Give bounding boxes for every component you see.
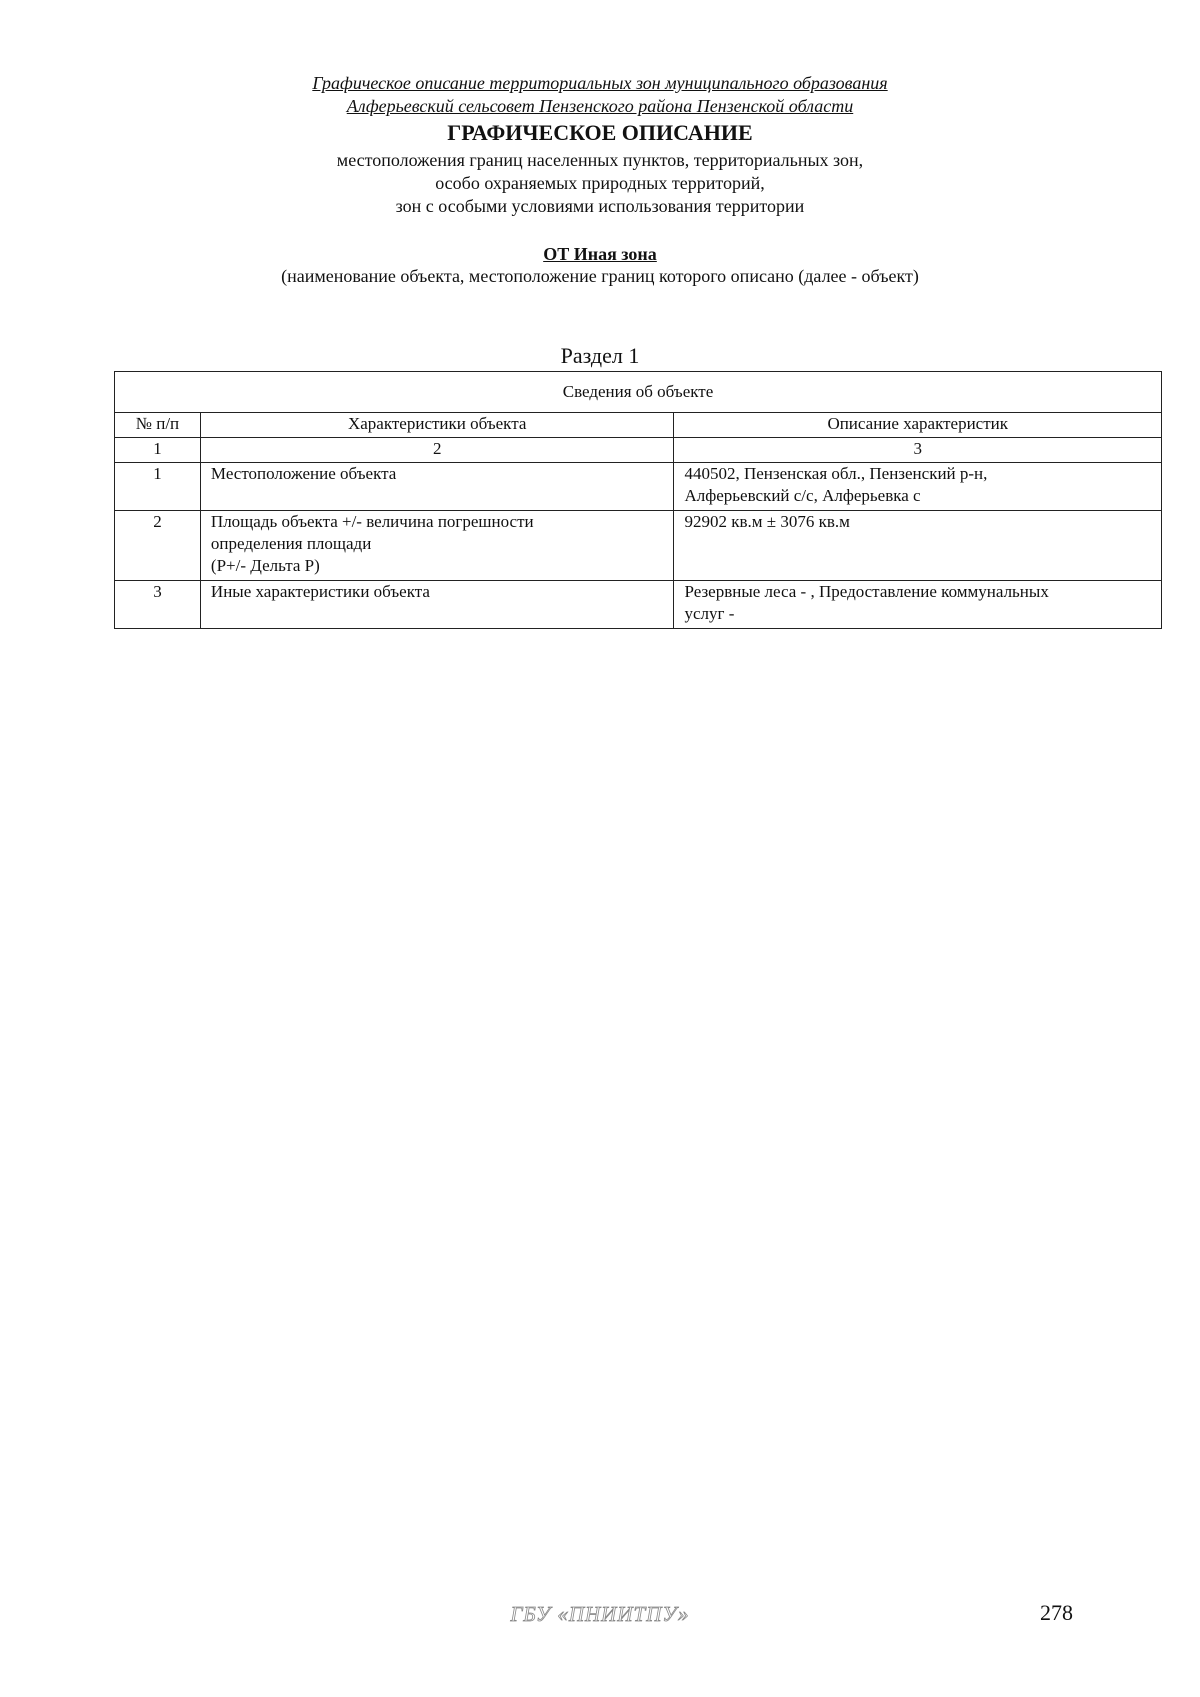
subtitle-line-1: местоположения границ населенных пунктов, территориальных зон, — [336, 150, 864, 170]
document-header-line-1: Графическое описание территориальных зон муниципального образования — [312, 73, 888, 93]
page-number: 278 — [1040, 1600, 1073, 1625]
section-title: Раздел 1 — [560, 343, 640, 368]
object-info-table — [114, 371, 1162, 629]
description-line: Алферьевский с/с, Алферьевка с — [684, 486, 921, 505]
object-name: ОТ Иная зона — [543, 244, 657, 264]
footer-organization: ГБУ «ПНИИТПУ» — [510, 1602, 690, 1626]
description-line: 92902 кв.м ± 3076 кв.м — [684, 512, 850, 531]
object-caption: (наименование объекта, местоположение границ которого описано (далее - объект) — [281, 266, 919, 286]
characteristic-line: Площадь объекта +/- величина погрешности — [210, 512, 534, 531]
table-caption-row — [115, 372, 1162, 413]
header-description: Описание характеристик — [674, 413, 1162, 438]
table-row — [115, 463, 1162, 511]
characteristic-line: (P+/- Дельта P) — [210, 556, 320, 575]
row-characteristic — [200, 511, 674, 581]
description-line: Резервные леса - , Предоставление коммунальных — [684, 582, 1049, 601]
row-number: 1 — [115, 463, 201, 511]
subtitle-line-2: особо охраняемых природных территорий, — [435, 173, 765, 193]
characteristic-line: определения площади — [210, 534, 372, 553]
row-number: 3 — [115, 581, 201, 629]
row-characteristic — [200, 581, 674, 629]
column-number-3: 3 — [674, 438, 1162, 463]
column-number-1: 1 — [115, 438, 201, 463]
table-row — [115, 511, 1162, 581]
subtitle-line-3: зон с особыми условиями использования территории — [395, 196, 805, 216]
table-caption: Сведения об объекте — [115, 372, 1162, 413]
row-description — [674, 511, 1162, 581]
column-number-2: 2 — [200, 438, 674, 463]
table-column-number-row — [115, 438, 1162, 463]
row-description — [674, 463, 1162, 511]
table-header-row — [115, 413, 1162, 438]
header-characteristic: Характеристики объекта — [200, 413, 674, 438]
document-title: ГРАФИЧЕСКОЕ ОПИСАНИЕ — [447, 120, 753, 145]
document-header-line-2: Алферьевский сельсовет Пензенского района Пензенской области — [346, 96, 854, 116]
row-number: 2 — [115, 511, 201, 581]
characteristic-line: Иные характеристики объекта — [210, 582, 430, 601]
header-number: № п/п — [115, 413, 201, 438]
table-row — [115, 581, 1162, 629]
row-characteristic — [200, 463, 674, 511]
row-description — [674, 581, 1162, 629]
description-line: услуг - — [684, 604, 735, 623]
characteristic-line: Местоположение объекта — [210, 464, 397, 483]
description-line: 440502, Пензенская обл., Пензенский р-н, — [684, 464, 988, 483]
